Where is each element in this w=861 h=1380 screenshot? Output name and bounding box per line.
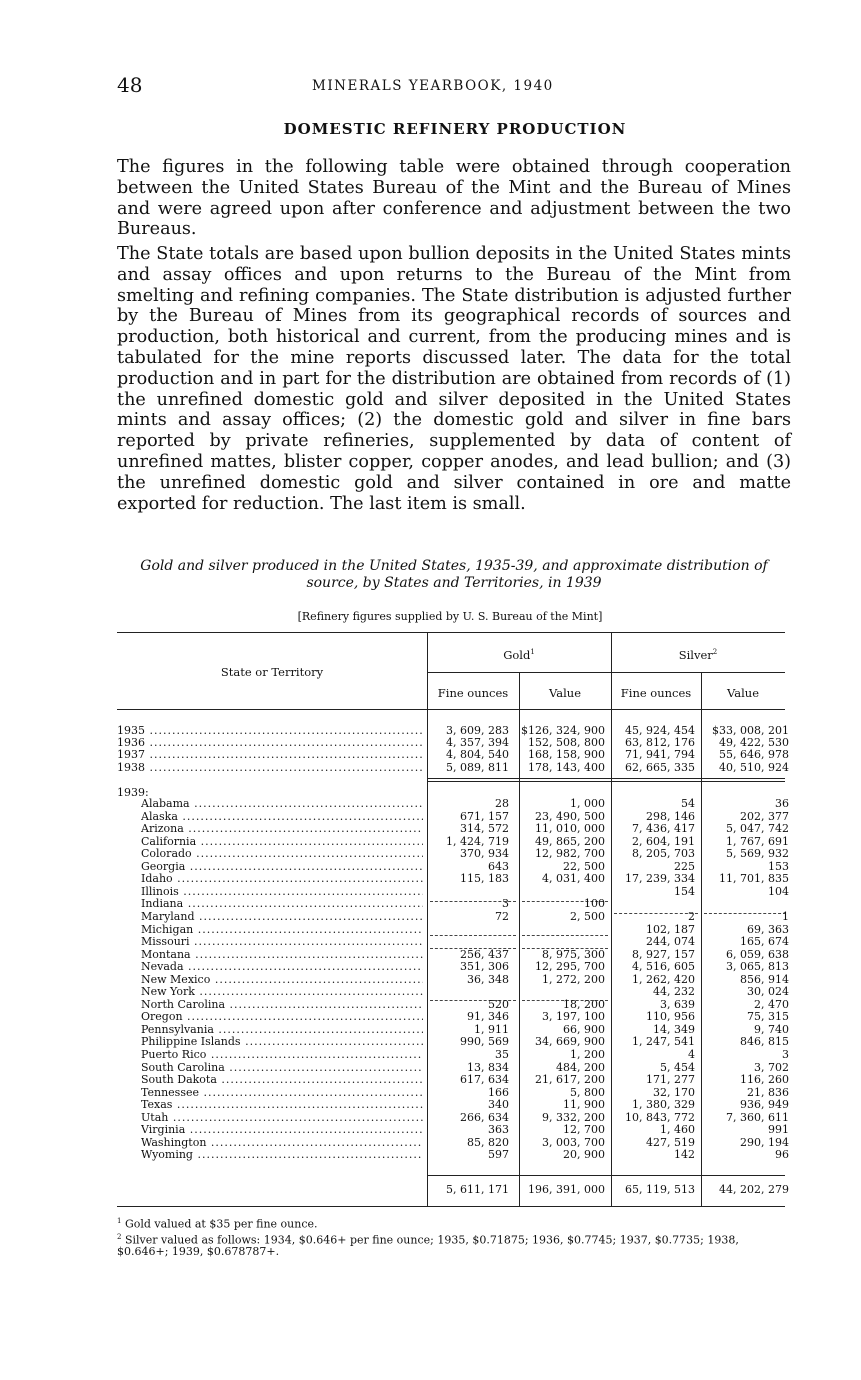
header-gold-footnote-mark: 1 (530, 648, 535, 657)
total-gold-ounces: 5, 611, 171 (446, 1183, 509, 1196)
gold-value: 178, 143, 400 (528, 760, 605, 774)
silver-fine-ounces: 427, 519 (646, 1135, 695, 1149)
gold-value: 20, 900 (563, 1148, 605, 1162)
state-row (117, 1049, 791, 1061)
silver-value: 9, 740 (754, 1022, 789, 1036)
silver-fine-ounces: 1, 380, 329 (632, 1098, 695, 1112)
row-label: Indiana ..... (141, 898, 423, 910)
silver-fine-ounces: 102, 187 (646, 922, 695, 936)
gold-fine-ounces: 314, 572 (460, 822, 509, 836)
gold-fine-ounces: 266, 634 (460, 1110, 509, 1124)
silver-fine-ounces: 17, 239, 334 (625, 872, 695, 886)
gold-value: 11, 010, 000 (535, 822, 605, 836)
row-label: Idaho ..... (141, 873, 423, 885)
row-label: Wyoming ..... (141, 1149, 423, 1161)
silver-fine-ounces: 8, 927, 157 (632, 947, 695, 961)
header-state: State or Territory (220, 665, 324, 679)
row-label: South Dakota ..... (141, 1074, 423, 1086)
row-label: South Carolina ..... (141, 1062, 423, 1074)
silver-value: 7, 360, 611 (726, 1110, 789, 1124)
header-bottom-rule (117, 709, 785, 710)
silver-value: 36 (775, 797, 789, 810)
row-label: Nevada ..... (141, 961, 423, 973)
gold-value: 5, 800 (570, 1085, 605, 1099)
gold-value: 12, 700 (563, 1123, 605, 1137)
state-row (117, 999, 791, 1011)
gold-fine-ounces: 643 (488, 859, 509, 873)
silver-fine-ounces: 8, 205, 703 (632, 847, 695, 861)
silver-fine-ounces: 2, 604, 191 (632, 834, 695, 848)
total-silver-value: 44, 202, 279 (719, 1183, 789, 1196)
state-row (117, 1149, 791, 1161)
state-row (117, 924, 791, 936)
silver-fine-ounces: 5, 454 (660, 1060, 695, 1074)
footnote-1-text: Gold valued at $35 per fine ounce. (124, 1217, 318, 1231)
state-row (117, 1074, 791, 1086)
totals-top-rule (427, 1175, 785, 1176)
silver-value: 202, 377 (740, 809, 789, 823)
row-label: Alaska ..... (141, 811, 423, 823)
gold-fine-ounces: 370, 934 (460, 847, 509, 861)
state-row (117, 898, 791, 910)
state-row (117, 1087, 791, 1099)
silver-value: 3 (782, 1048, 789, 1061)
state-row (117, 861, 791, 873)
gold-fine-ounces: 85, 820 (467, 1135, 509, 1149)
header-gold-fine-ounces: Fine ounces (437, 686, 509, 700)
silver-value: 1, 767, 691 (726, 834, 789, 848)
gold-fine-ounces: 4, 357, 394 (446, 736, 509, 750)
row-label: Georgia ..... (141, 861, 423, 873)
gold-value: 1, 200 (570, 1048, 605, 1061)
year-row (117, 737, 791, 749)
silver-fine-ounces: 1, 262, 420 (632, 972, 695, 986)
state-row (117, 1062, 791, 1074)
silver-value: 55, 646, 978 (719, 748, 789, 762)
state-row (117, 848, 791, 860)
silver-value: 856, 914 (740, 972, 789, 986)
row-label: Maryland ..... (141, 911, 423, 923)
row-label: Virginia ..... (141, 1124, 423, 1136)
gold-value: 2, 500 (570, 909, 605, 923)
gold-fine-ounces: 340 (488, 1098, 509, 1112)
gold-value: 9, 332, 200 (542, 1110, 605, 1124)
silver-fine-ounces: 44, 232 (653, 985, 695, 999)
gold-value: 1, 000 (570, 797, 605, 810)
gold-fine-ounces: 617, 634 (460, 1073, 509, 1087)
silver-value: 104 (768, 884, 789, 898)
state-row (117, 798, 791, 810)
silver-value: 49, 422, 530 (719, 736, 789, 750)
gold-fine-ounces: 13, 834 (467, 1060, 509, 1074)
gold-fine-ounces: 520 (488, 997, 509, 1011)
header-silver (611, 648, 785, 662)
year-row (117, 749, 791, 761)
silver-value: 290, 194 (740, 1135, 789, 1149)
row-label: Washington ..... (141, 1137, 423, 1149)
silver-fine-ounces: 154 (674, 884, 695, 898)
silver-fine-ounces: 3, 639 (660, 997, 695, 1011)
gold-fine-ounces: 28 (495, 797, 509, 810)
silver-value: 3, 702 (754, 1060, 789, 1074)
gold-value: 168, 158, 900 (528, 748, 605, 762)
silver-value: 116, 260 (740, 1073, 789, 1087)
header-gold-value: Value (549, 686, 581, 700)
row-label: Colorado ..... (141, 848, 423, 860)
page-number: 48 (117, 73, 143, 97)
row-label: Texas ..... (141, 1099, 423, 1111)
gold-fine-ounces: 3, 609, 283 (446, 724, 509, 737)
state-row (117, 886, 791, 898)
row-label: 1936 ..... (117, 737, 423, 749)
silver-value: 153 (768, 859, 789, 873)
gold-fine-ounces: 4, 804, 540 (446, 748, 509, 762)
silver-value: 5, 569, 932 (726, 847, 789, 861)
row-label: Utah ..... (141, 1112, 423, 1124)
gold-fine-ounces: 1, 424, 719 (446, 834, 509, 848)
silver-value: 96 (775, 1148, 789, 1162)
silver-fine-ounces: 298, 146 (646, 809, 695, 823)
header-divider-groups (427, 672, 785, 673)
silver-fine-ounces: 71, 941, 794 (625, 748, 695, 762)
silver-fine-ounces: 1, 460 (660, 1123, 695, 1137)
gold-value: 49, 865, 200 (535, 834, 605, 848)
row-label: Tennessee ..... (141, 1087, 423, 1099)
state-row (117, 1112, 791, 1124)
row-label: 1935 ..... (117, 725, 423, 737)
silver-fine-ounces: 1, 247, 541 (632, 1035, 695, 1049)
silver-value: 1 (782, 909, 789, 923)
gold-value: 8, 975, 300 (542, 947, 605, 961)
gold-fine-ounces: 36, 348 (467, 972, 509, 986)
row-label: Arizona ..... (141, 823, 423, 835)
row-label: Missouri ..... (141, 936, 423, 948)
gold-fine-ounces: 597 (488, 1148, 509, 1162)
table-top-rule (117, 632, 785, 633)
state-row (117, 811, 791, 823)
gold-value: 34, 669, 900 (535, 1035, 605, 1049)
gold-fine-ounces: 72 (495, 909, 509, 923)
row-label: California ..... (141, 836, 423, 848)
silver-fine-ounces: 45, 924, 454 (625, 724, 695, 737)
gold-fine-ounces: 35 (495, 1048, 509, 1061)
silver-value: 75, 315 (747, 1010, 789, 1024)
silver-fine-ounces: 2 (688, 909, 695, 923)
total-silver-ounces: 65, 119, 513 (625, 1183, 695, 1196)
gold-fine-ounces: 5, 089, 811 (446, 760, 509, 774)
silver-fine-ounces: 63, 812, 176 (625, 736, 695, 750)
gold-fine-ounces: 256, 437 (460, 947, 509, 961)
footnote-1 (117, 1215, 791, 1231)
silver-value: 3, 065, 813 (726, 960, 789, 974)
silver-value: 5, 047, 742 (726, 822, 789, 836)
gold-value: 12, 295, 700 (535, 960, 605, 974)
silver-fine-ounces: 62, 665, 335 (625, 760, 695, 774)
footnote-1-mark: 1 (117, 1217, 122, 1225)
row-label: Puerto Rico ..... (141, 1049, 423, 1061)
state-row (117, 836, 791, 848)
row-label: Michigan ..... (141, 924, 423, 936)
year-row (117, 725, 791, 737)
gold-value: 11, 900 (563, 1098, 605, 1112)
row-label: Alabama ..... (141, 798, 423, 810)
silver-value: 991 (768, 1123, 789, 1137)
gold-value: 484, 200 (556, 1060, 605, 1074)
silver-fine-ounces: 4, 516, 605 (632, 960, 695, 974)
table-source-note: [Refinery figures supplied by U. S. Bureau of the Mint] (297, 610, 603, 623)
row-label: Montana ..... (141, 949, 423, 961)
gold-fine-ounces: 351, 306 (460, 960, 509, 974)
years-bottom-rule-2 (427, 781, 785, 782)
silver-fine-ounces: 14, 349 (653, 1022, 695, 1036)
state-row (117, 1124, 791, 1136)
state-row (117, 986, 791, 998)
header-silver-footnote-mark: 2 (712, 648, 718, 657)
gold-value: 23, 490, 500 (535, 809, 605, 823)
header-gold (427, 648, 611, 662)
gold-fine-ounces: 115, 183 (460, 872, 509, 886)
state-row (117, 873, 791, 885)
silver-fine-ounces: 54 (681, 797, 695, 810)
state-row (117, 1011, 791, 1023)
header-silver-fine-ounces: Fine ounces (620, 686, 692, 700)
silver-fine-ounces: 32, 170 (653, 1085, 695, 1099)
section-title: DOMESTIC REFINERY PRODUCTION (283, 120, 627, 138)
gold-fine-ounces: 3 (502, 897, 509, 911)
footnote-2-text: Silver valued as follows: 1934, $0.646+ per fine ounce; 1935, $0.71875; 1936, $0.7745; 1937, $0.7735; 1938, $0.646+; 1939, $0.678787+. (117, 1233, 739, 1259)
silver-fine-ounces: 4 (688, 1048, 695, 1061)
header-silver-label: Silver (678, 648, 713, 662)
gold-value: 66, 900 (563, 1022, 605, 1036)
silver-value: 21, 836 (747, 1085, 789, 1099)
years-bottom-rule (427, 778, 785, 779)
footnotes (117, 1215, 791, 1258)
gold-value: 22, 500 (563, 859, 605, 873)
silver-value: 846, 815 (740, 1035, 789, 1049)
gold-fine-ounces: 91, 346 (467, 1010, 509, 1024)
row-label: New York ..... (141, 986, 423, 998)
row-label: North Carolina ..... (141, 999, 423, 1011)
table-bottom-rule (117, 1206, 785, 1207)
silver-fine-ounces: 225 (674, 859, 695, 873)
state-row (117, 961, 791, 973)
silver-value: 6, 059, 638 (726, 947, 789, 961)
table-caption: Gold and silver produced in the United States, 1935-39, and approximate distribution of source, by States and Territories, in 1939 (140, 558, 768, 591)
row-label: Philippine Islands ..... (141, 1036, 423, 1048)
gold-value: 12, 982, 700 (535, 847, 605, 861)
silver-fine-ounces: 142 (674, 1148, 695, 1162)
gold-value: 21, 617, 200 (535, 1073, 605, 1087)
gold-fine-ounces: 1, 911 (474, 1022, 509, 1036)
silver-fine-ounces: 10, 843, 772 (625, 1110, 695, 1124)
footnote-2-mark: 2 (117, 1232, 122, 1241)
totals-row (117, 1184, 791, 1196)
header-silver-value: Value (727, 686, 759, 700)
state-row (117, 1036, 791, 1048)
silver-fine-ounces: 244, 074 (646, 935, 695, 949)
row-label: 1937 ..... (117, 749, 423, 761)
gold-value: 3, 003, 700 (542, 1135, 605, 1149)
paragraph-2: The State totals are based upon bullion deposits in the United States mints and assay offices and upon returns to the Bureau of the Mint from smelting and refining companies. The State distribution is adjusted further by the Bureau of Mines from its geographical records of sources and production, both historical and current, from the producing mines and is tabulated for the mine reports discussed later. The data for the total production and in part for the distribution are obtained from records of (1) the unrefined domestic gold and silver deposited in the United States mints and assay offices; (2) the domestic gold and silver in fine bars reported by private refineries, supplemented by data of content of unrefined mattes, blister copper, copper anodes, and lead bullion; and (3) the unrefined domestic gold and silver contained in ore and matte exported for reduction. The last item is small. (117, 244, 791, 514)
silver-fine-ounces: 171, 277 (646, 1073, 695, 1087)
state-row (117, 974, 791, 986)
silver-value: $33, 008, 201 (712, 724, 789, 737)
silver-fine-ounces: 110, 956 (646, 1010, 695, 1024)
gold-value: 3, 197, 100 (542, 1010, 605, 1024)
gold-fine-ounces: 671, 157 (460, 809, 509, 823)
silver-value: 69, 363 (747, 922, 789, 936)
silver-value: 11, 701, 835 (719, 872, 789, 886)
row-label: New Mexico ..... (141, 974, 423, 986)
row-label: Illinois ..... (141, 886, 423, 898)
total-gold-value: 196, 391, 000 (528, 1183, 605, 1196)
paragraph-1: The figures in the following table were obtained through cooperation between the United States Bureau of the Mint and the Bureau of Mines and were agreed upon after conference and adjustment between the two Bureaus. (117, 157, 791, 240)
gold-value: 18, 200 (563, 997, 605, 1011)
row-label: Oregon ..... (141, 1011, 423, 1023)
state-row (117, 911, 791, 923)
silver-value: 936, 949 (740, 1098, 789, 1112)
gold-fine-ounces: 990, 569 (460, 1035, 509, 1049)
state-row (117, 823, 791, 835)
gold-value: 4, 031, 400 (542, 872, 605, 886)
gold-fine-ounces: 166 (488, 1085, 509, 1099)
silver-value: 2, 470 (754, 997, 789, 1011)
silver-value: 40, 510, 924 (719, 760, 789, 774)
state-row (117, 1137, 791, 1149)
state-row (117, 936, 791, 948)
state-row (117, 949, 791, 961)
gold-fine-ounces: 363 (488, 1123, 509, 1137)
row-label: Pennsylvania ..... (141, 1024, 423, 1036)
year-row (117, 762, 791, 774)
year-1939-label: 1939: (117, 786, 149, 799)
running-title: MINERALS YEARBOOK, 1940 (312, 78, 554, 94)
gold-value: 152, 508, 800 (528, 736, 605, 750)
header-gold-label: Gold (503, 648, 531, 662)
silver-value: 30, 024 (747, 985, 789, 999)
silver-fine-ounces: 7, 436, 417 (632, 822, 695, 836)
state-row (117, 1024, 791, 1036)
row-label: 1938 ..... (117, 762, 423, 774)
state-row (117, 1099, 791, 1111)
gold-value: 100 (584, 897, 605, 911)
silver-value: 165, 674 (740, 935, 789, 949)
gold-value: 1, 272, 200 (542, 972, 605, 986)
gold-value: $126, 324, 900 (521, 724, 605, 737)
footnote-2 (117, 1231, 791, 1259)
